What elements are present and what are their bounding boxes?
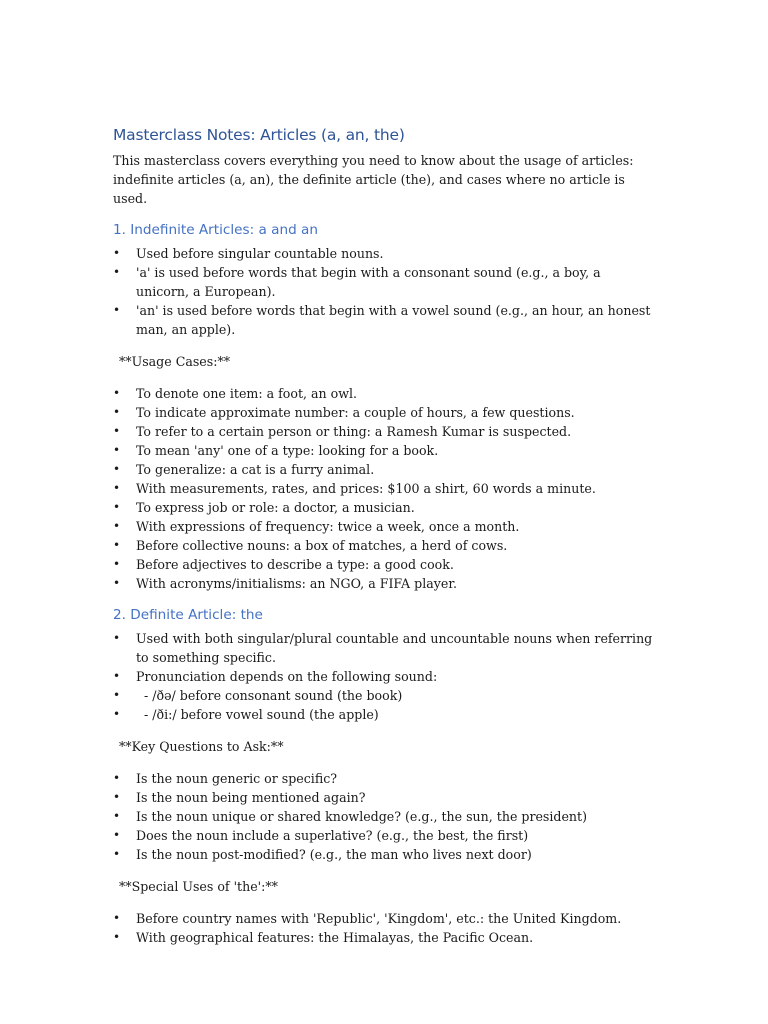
bullet-icon: • [113,707,121,721]
list-item-text: Before adjectives to describe a type: a good cook. [136,557,454,572]
intro-paragraph: This masterclass covers everything you need to know about the usage of articles: indefinite articles (a, an), the definite article (the), and cases where no article is used. [113,153,634,206]
list-item-text: - /ðə/ before consonant sound (the book) [136,688,403,703]
list-item-text: To generalize: a cat is a furry animal. [136,462,375,477]
list-item-text: To mean 'any' one of a type: looking for a book. [136,443,439,458]
list-item [113,498,653,517]
list-item-text: To refer to a certain person or thing: a Ramesh Kumar is suspected. [136,424,572,439]
list-item-text: With measurements, rates, and prices: $100 a shirt, 60 words a minute. [136,481,596,496]
bullet-icon: • [113,424,121,438]
list-item-text: Used with both singular/plural countable and uncountable nouns when referring to something specific. [136,631,657,665]
bullet-icon: • [113,246,121,260]
bullet-icon: • [113,443,121,457]
section-heading-definite: 2. Definite Article: the [113,607,263,623]
bullet-icon: • [113,538,121,552]
list-item-text: Is the noun generic or specific? [136,771,338,786]
list-item-text: Used before singular countable nouns. [136,246,384,261]
list-item [113,686,653,705]
list-item-text: Pronunciation depends on the following sound: [136,669,438,684]
list-item [113,460,653,479]
list-item [113,788,653,807]
bullet-icon: • [113,688,121,702]
bullet-icon: • [113,828,121,842]
document-body [113,124,657,947]
definite-rules-list [113,629,657,724]
list-item-text: With geographical features: the Himalayas, the Pacific Ocean. [136,930,534,945]
bullet-icon: • [113,386,121,400]
bullet-icon: • [113,669,121,683]
list-item-text: - /ði:/ before vowel sound (the apple) [136,707,379,722]
list-item [113,705,653,724]
list-item [113,574,653,593]
list-item [113,807,653,826]
section-heading-indefinite: 1. Indefinite Articles: a and an [113,222,318,238]
list-item [113,667,653,686]
bullet-icon: • [113,847,121,861]
bullet-icon: • [113,557,121,571]
list-item [113,479,653,498]
list-item-text: 'an' is used before words that begin with a vowel sound (e.g., an hour, an honest man, an apple). [136,303,655,337]
bullet-icon: • [113,500,121,514]
list-item-text: With expressions of frequency: twice a week, once a month. [136,519,520,534]
list-item-text: With acronyms/initialisms: an NGO, a FIFA player. [136,576,457,591]
list-item [113,403,653,422]
bullet-icon: • [113,631,121,645]
list-item-text: Is the noun post-modified? (e.g., the man who lives next door) [136,847,532,862]
list-item [113,826,653,845]
usage-cases-list [113,384,653,593]
list-item [113,555,653,574]
indefinite-rules-list [113,244,653,339]
bullet-icon: • [113,771,121,785]
special-uses-label: **Special Uses of 'the':** [119,879,278,894]
list-item-text: Before collective nouns: a box of matches, a herd of cows. [136,538,508,553]
list-item-text: To denote one item: a foot, an owl. [136,386,358,401]
bullet-icon: • [113,265,121,279]
list-item [113,301,653,339]
usage-cases-label: **Usage Cases:** [119,354,231,369]
bullet-icon: • [113,519,121,533]
bullet-icon: • [113,790,121,804]
bullet-icon: • [113,405,121,419]
key-questions-label: **Key Questions to Ask:** [119,739,284,754]
list-item [113,928,653,947]
bullet-icon: • [113,576,121,590]
list-item [113,263,653,301]
list-item-text: Is the noun being mentioned again? [136,790,366,805]
list-item-text: Is the noun unique or shared knowledge? (e.g., the sun, the president) [136,809,588,824]
list-item-text: 'a' is used before words that begin with a consonant sound (e.g., a boy, a unicorn, a European). [136,265,605,299]
special-uses-list [113,909,653,947]
bullet-icon: • [113,462,121,476]
list-item [113,629,657,667]
bullet-icon: • [113,809,121,823]
list-item-text: Before country names with 'Republic', 'Kingdom', etc.: the United Kingdom. [136,911,622,926]
bullet-icon: • [113,481,121,495]
list-item [113,536,653,555]
list-item-text: Does the noun include a superlative? (e.g., the best, the first) [136,828,529,843]
list-item-text: To indicate approximate number: a couple of hours, a few questions. [136,405,575,420]
list-item [113,845,653,864]
document-title: Masterclass Notes: Articles (a, an, the) [113,126,405,144]
list-item [113,384,653,403]
list-item [113,422,653,441]
list-item-text: To express job or role: a doctor, a musician. [136,500,415,515]
bullet-icon: • [113,911,121,925]
list-item [113,441,653,460]
bullet-icon: • [113,930,121,944]
list-item [113,909,653,928]
bullet-icon: • [113,303,121,317]
list-item [113,769,653,788]
list-item [113,517,653,536]
list-item [113,244,653,263]
key-questions-list [113,769,653,864]
